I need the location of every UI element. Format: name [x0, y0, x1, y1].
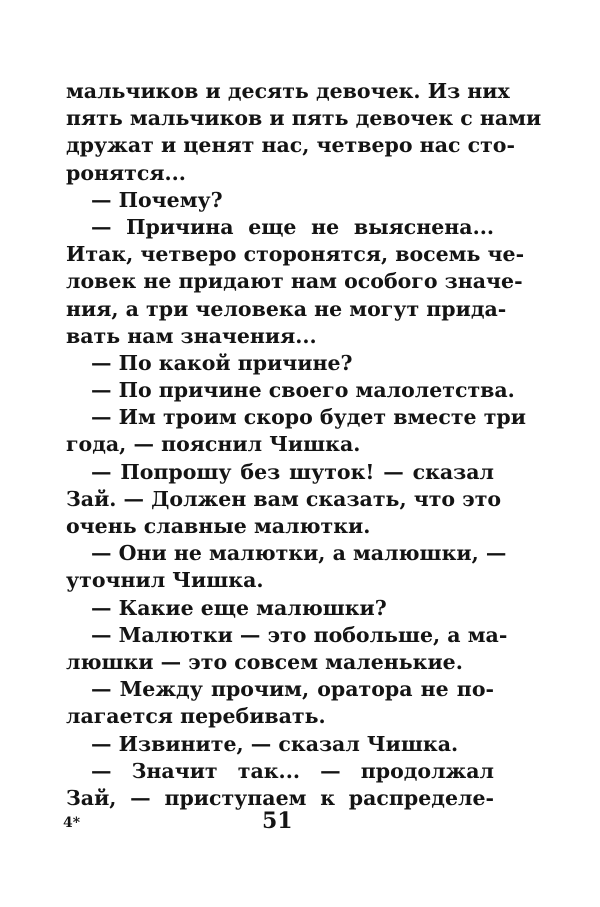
text-line: ловек не придают нам особого значе- [66, 269, 523, 294]
body-text [66, 78, 542, 812]
text-line: мальчиков и десять девочек. Из них [66, 79, 510, 103]
text-line: — Причина еще не выяснена... [91, 214, 494, 239]
text-line: — Им троим скоро будет вместе три [91, 405, 526, 430]
text-line: пять мальчиков и пять девочек с нами [66, 106, 542, 131]
text-line: вать нам значения... [66, 323, 317, 348]
text-line: ронятся... [66, 160, 186, 185]
page-footer [0, 808, 600, 838]
text-line: — Значит так... — продолжал [91, 758, 494, 783]
text-line: — По причине своего малолетства. [91, 378, 515, 403]
text-line: — Малютки — это побольше, а ма- [91, 622, 508, 647]
text-line: лагается перебивать. [66, 704, 326, 729]
text-line: — Между прочим, оратора не по- [91, 677, 494, 702]
text-line: люшки — это совсем маленькие. [66, 649, 463, 674]
signature-mark: 4* [63, 815, 81, 831]
text-line: года, — пояснил Чишка. [66, 432, 361, 457]
text-line: Зай, — приступаем к распределе- [66, 785, 494, 810]
text-line: — Они не малютки, а малюшки, — [91, 541, 507, 566]
text-line: — Какие еще малюшки? [91, 595, 387, 620]
text-line: — По какой причине? [91, 350, 353, 375]
text-line: — Попрошу без шуток! — сказал [91, 459, 494, 484]
text-line: — Извините, — сказал Чишка. [91, 731, 459, 756]
page-number: 51 [262, 808, 293, 834]
text-line: дружат и ценят нас, четверо нас сто- [66, 133, 515, 158]
text-line: Итак, четверо сторонятся, восемь че- [66, 242, 525, 267]
text-line: очень славные малютки. [66, 514, 371, 538]
text-line: уточнил Чишка. [66, 568, 264, 593]
text-line: Зай. — Должен вам сказать, что это [66, 486, 502, 511]
text-line: ния, а три человека не могут прида- [66, 296, 507, 321]
text-line: — Почему? [91, 187, 223, 212]
